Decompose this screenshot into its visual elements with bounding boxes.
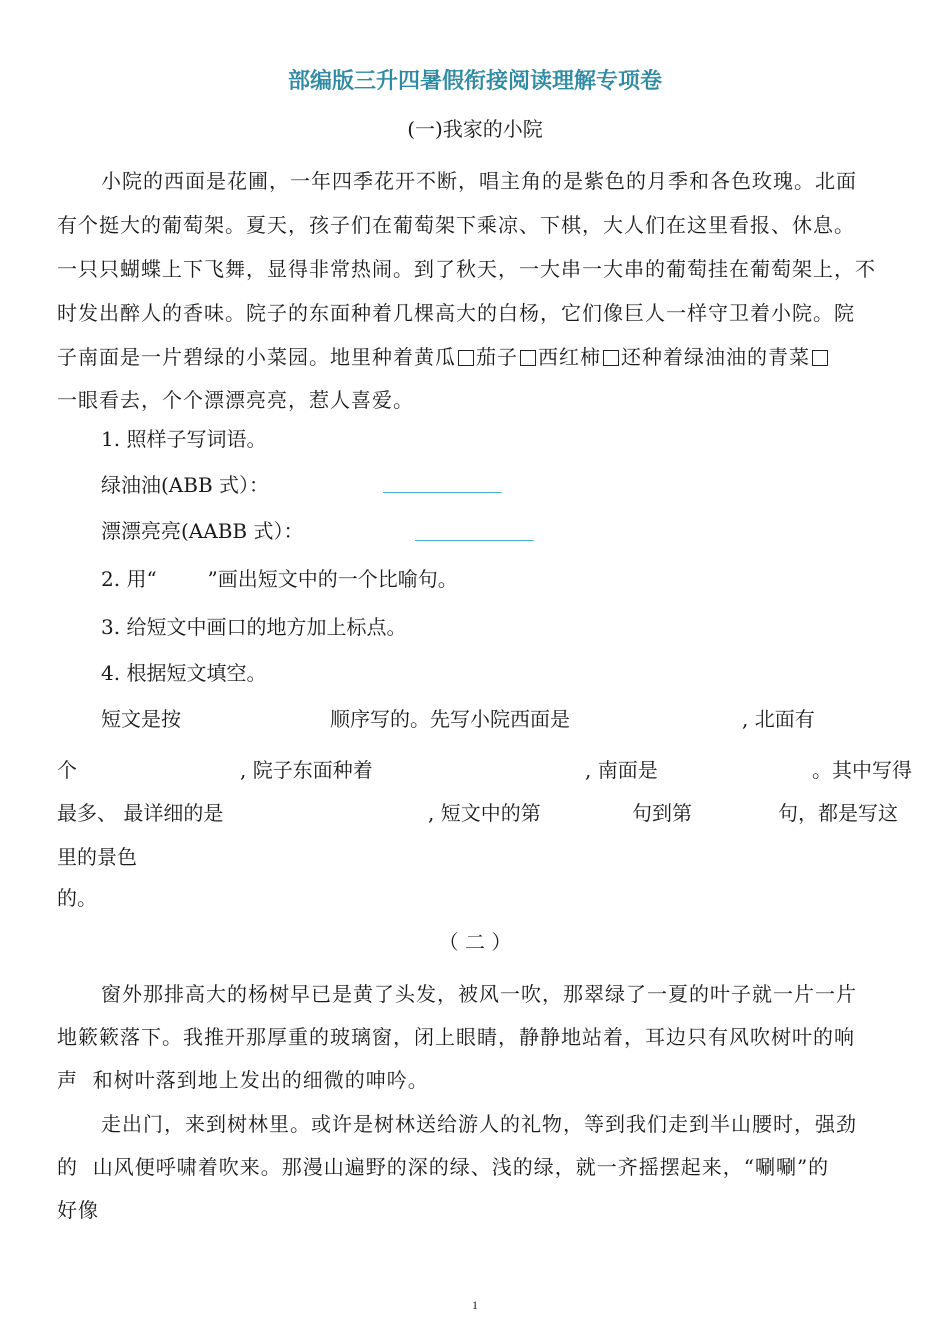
line5-part-2: 茄子	[476, 345, 518, 369]
fill2-part-3: , 南面是	[585, 758, 658, 782]
punctuation-box[interactable]	[520, 350, 536, 366]
fill2-part-4: 。其中写得	[812, 758, 912, 782]
passage2-line-6: 好像	[57, 1198, 99, 1222]
fill4: 里的景色	[57, 845, 137, 869]
passage2-line-5: 的 山风便呼啸着吹来。那漫山遍野的深的绿、浅的绿，就一齐摇摆起来，“唰唰”的	[57, 1155, 830, 1179]
passage1-line-6: 一眼看去，个个漂漂亮亮，惹人喜爱。	[57, 388, 414, 412]
question-2: 2. 用“ ”画出短文中的一个比喻句。	[101, 567, 458, 591]
fill2-part-2: , 院子东面种着	[240, 758, 373, 782]
fill3-part-4: 句，都是写这	[778, 801, 898, 825]
fill1-part-2: 顺序写的。先写小院西面是	[330, 707, 570, 731]
question-1a-label: 绿油油(ABB 式）：	[101, 473, 269, 497]
passage1-line-3: 一只只蝴蝶上下飞舞，显得非常热闹。到了秋天，一大串一大串的葡萄挂在葡萄架上，不	[57, 257, 876, 281]
fill3-part-2: , 短文中的第	[428, 801, 541, 825]
passage2-line-2: 地簌簌落下。我推开那厚重的玻璃窗，闭上眼睛，静静地站着，耳边只有风吹树叶的响	[57, 1025, 855, 1049]
passage1-line-2: 有个挺大的葡萄架。夏天，孩子们在葡萄架下乘凉、下棋，大人们在这里看报、休息。	[57, 213, 855, 237]
passage2-line-1: 窗外那排高大的杨树早已是黄了头发，被风一吹，那翠绿了一夏的叶子就一片一片	[101, 982, 857, 1006]
punctuation-box[interactable]	[812, 350, 828, 366]
passage1-line-4: 时发出醉人的香味。院子的东面种着几棵高大的白杨，它们像巨人一样守卫着小院。院	[57, 301, 855, 325]
question-1: 1. 照样子写词语。	[101, 427, 267, 451]
fill3-part-1: 最多、 最详细的是	[57, 801, 224, 825]
punctuation-box[interactable]	[458, 350, 474, 366]
question-4: 4. 根据短文填空。	[101, 661, 267, 685]
answer-blank-1b[interactable]	[415, 540, 534, 541]
line5-part-1: 子南面是一片碧绿的小菜园。地里种着黄瓜	[57, 345, 456, 369]
fill2-part-1: 个	[57, 758, 77, 782]
fill1-part-1: 短文是按	[101, 707, 181, 731]
section2-heading: （ 二 ）	[438, 930, 512, 954]
passage2-line-3: 声 和树叶落到地上发出的细微的呻吟。	[57, 1068, 429, 1092]
document-title: 部编版三升四暑假衔接阅读理解专项卷	[287, 68, 662, 93]
question-3: 3. 给短文中画口的地方加上标点。	[101, 615, 407, 639]
fill3-part-3: 句到第	[632, 801, 692, 825]
question-1b-label: 漂漂亮亮(AABB 式）：	[101, 519, 304, 543]
fill1-part-3: , 北面有	[742, 707, 815, 731]
line5-part-4: 还种着绿油油的青菜	[621, 345, 810, 369]
answer-blank-1a[interactable]	[383, 492, 502, 493]
punctuation-box[interactable]	[603, 350, 619, 366]
fill5: 的。	[57, 886, 97, 910]
section1-heading: (一)我家的小院	[407, 117, 543, 141]
passage1-line-1: 小院的西面是花圃，一年四季花开不断，唱主角的是紫色的月季和各色玫瑰。北面	[101, 169, 857, 193]
page-number: 1	[472, 1298, 478, 1312]
passage2-line-4: 走出门，来到树林里。或许是树林送给游人的礼物，等到我们走到半山腰时，强劲	[101, 1112, 857, 1136]
passage1-line-5	[57, 344, 897, 370]
line5-part-3: 西红柿	[538, 345, 601, 369]
